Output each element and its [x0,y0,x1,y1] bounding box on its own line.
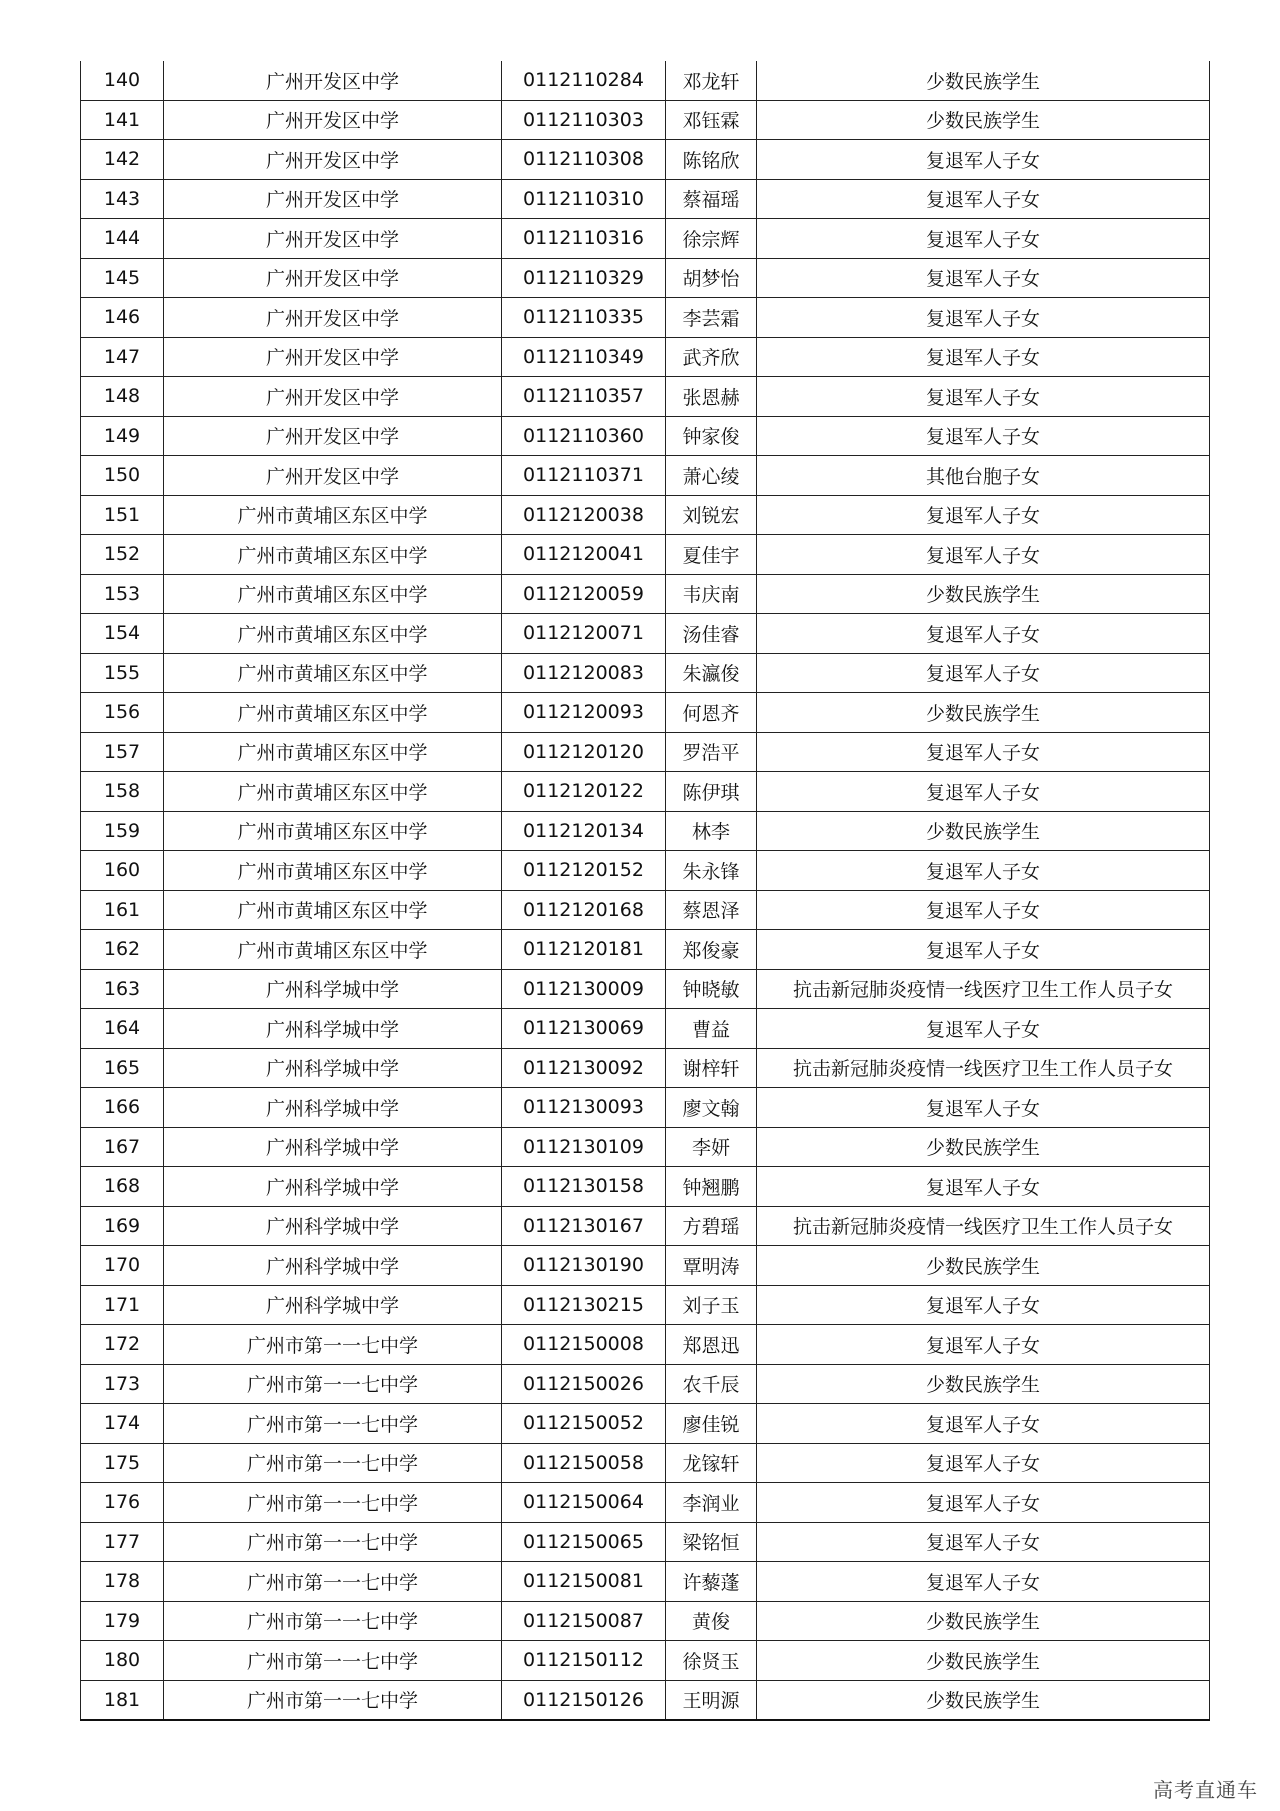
school-name-cell: 广州市黄埔区东区中学 [164,732,502,772]
category-cell: 复退军人子女 [757,1325,1210,1365]
category-cell: 复退军人子女 [757,337,1210,377]
school-name-cell: 广州开发区中学 [164,100,502,140]
student-id-cell: 0112110360 [502,416,666,456]
category-cell: 复退军人子女 [757,416,1210,456]
category-cell: 复退军人子女 [757,377,1210,417]
school-name-cell: 广州开发区中学 [164,219,502,259]
category-cell: 复退军人子女 [757,1285,1210,1325]
student-id-cell: 0112130009 [502,969,666,1009]
row-number-cell: 142 [81,140,164,180]
row-number-cell: 149 [81,416,164,456]
category-cell: 抗击新冠肺炎疫情一线医疗卫生工作人员子女 [757,969,1210,1009]
student-id-cell: 0112150112 [502,1641,666,1681]
student-id-cell: 0112110357 [502,377,666,417]
school-name-cell: 广州科学城中学 [164,1127,502,1167]
table-row [81,1285,1210,1325]
row-number-cell: 150 [81,456,164,496]
student-id-cell: 0112110303 [502,100,666,140]
category-cell: 少数民族学生 [757,1641,1210,1681]
category-cell: 抗击新冠肺炎疫情一线医疗卫生工作人员子女 [757,1206,1210,1246]
row-number-cell: 154 [81,614,164,654]
category-cell: 少数民族学生 [757,574,1210,614]
student-id-cell: 0112120083 [502,653,666,693]
category-cell: 复退军人子女 [757,614,1210,654]
category-cell: 少数民族学生 [757,1364,1210,1404]
row-number-cell: 151 [81,495,164,535]
school-name-cell: 广州市黄埔区东区中学 [164,614,502,654]
table-row [81,416,1210,456]
school-name-cell: 广州市黄埔区东区中学 [164,772,502,812]
student-name-cell: 谢梓轩 [666,1048,757,1088]
student-name-cell: 廖佳锐 [666,1404,757,1444]
row-number-cell: 164 [81,1009,164,1049]
table-row [81,140,1210,180]
student-name-cell: 蔡福瑶 [666,179,757,219]
table-row [81,1404,1210,1444]
row-number-cell: 174 [81,1404,164,1444]
table-row [81,1483,1210,1523]
row-number-cell: 181 [81,1680,164,1720]
student-name-cell: 曹益 [666,1009,757,1049]
school-name-cell: 广州开发区中学 [164,179,502,219]
student-name-cell: 许藜蓬 [666,1562,757,1602]
category-cell: 复退军人子女 [757,1522,1210,1562]
row-number-cell: 140 [81,61,164,100]
category-cell: 复退军人子女 [757,140,1210,180]
school-name-cell: 广州市黄埔区东区中学 [164,495,502,535]
row-number-cell: 178 [81,1562,164,1602]
category-cell: 抗击新冠肺炎疫情一线医疗卫生工作人员子女 [757,1048,1210,1088]
student-id-cell: 0112150087 [502,1601,666,1641]
table-row [81,614,1210,654]
student-name-cell: 邓钰霖 [666,100,757,140]
row-number-cell: 160 [81,851,164,891]
student-id-cell: 0112130069 [502,1009,666,1049]
student-name-cell: 郑恩迅 [666,1325,757,1365]
table-row [81,1641,1210,1681]
school-name-cell: 广州科学城中学 [164,1167,502,1207]
table-row [81,1601,1210,1641]
student-name-cell: 何恩齐 [666,693,757,733]
table-row [81,1443,1210,1483]
school-name-cell: 广州科学城中学 [164,1206,502,1246]
student-name-cell: 朱瀛俊 [666,653,757,693]
row-number-cell: 173 [81,1364,164,1404]
school-name-cell: 广州市黄埔区东区中学 [164,574,502,614]
table-row [81,1246,1210,1286]
student-id-cell: 0112130215 [502,1285,666,1325]
student-id-cell: 0112150058 [502,1443,666,1483]
student-id-cell: 0112130093 [502,1088,666,1128]
category-cell: 复退军人子女 [757,1443,1210,1483]
table-row [81,1325,1210,1365]
row-number-cell: 155 [81,653,164,693]
student-id-cell: 0112150126 [502,1680,666,1720]
row-number-cell: 177 [81,1522,164,1562]
school-name-cell: 广州开发区中学 [164,61,502,100]
table-row [81,1206,1210,1246]
table-row [81,890,1210,930]
student-id-cell: 0112120038 [502,495,666,535]
student-name-cell: 刘锐宏 [666,495,757,535]
school-name-cell: 广州科学城中学 [164,1088,502,1128]
student-id-cell: 0112150064 [502,1483,666,1523]
student-id-cell: 0112120041 [502,535,666,575]
school-name-cell: 广州市第一一七中学 [164,1364,502,1404]
row-number-cell: 171 [81,1285,164,1325]
table-row [81,811,1210,851]
table-row [81,456,1210,496]
student-id-cell: 0112150052 [502,1404,666,1444]
row-number-cell: 163 [81,969,164,1009]
student-name-cell: 农千辰 [666,1364,757,1404]
category-cell: 复退军人子女 [757,495,1210,535]
table-row [81,851,1210,891]
school-name-cell: 广州市第一一七中学 [164,1483,502,1523]
student-id-cell: 0112150065 [502,1522,666,1562]
student-id-cell: 0112150026 [502,1364,666,1404]
category-cell: 复退军人子女 [757,890,1210,930]
table-row [81,535,1210,575]
row-number-cell: 169 [81,1206,164,1246]
school-name-cell: 广州市第一一七中学 [164,1443,502,1483]
student-id-cell: 0112110349 [502,337,666,377]
student-id-cell: 0112120059 [502,574,666,614]
student-id-cell: 0112150081 [502,1562,666,1602]
row-number-cell: 159 [81,811,164,851]
table-row [81,61,1210,100]
student-id-cell: 0112130190 [502,1246,666,1286]
school-name-cell: 广州市黄埔区东区中学 [164,811,502,851]
category-cell: 复退军人子女 [757,298,1210,338]
category-cell: 少数民族学生 [757,1127,1210,1167]
student-id-cell: 0112130109 [502,1127,666,1167]
table-row [81,732,1210,772]
row-number-cell: 179 [81,1601,164,1641]
row-number-cell: 172 [81,1325,164,1365]
student-name-cell: 钟家俊 [666,416,757,456]
row-number-cell: 166 [81,1088,164,1128]
row-number-cell: 167 [81,1127,164,1167]
student-name-cell: 李妍 [666,1127,757,1167]
category-cell: 复退军人子女 [757,219,1210,259]
student-id-cell: 0112110284 [502,61,666,100]
student-id-cell: 0112120071 [502,614,666,654]
table-row [81,1167,1210,1207]
category-cell: 复退军人子女 [757,179,1210,219]
student-name-cell: 陈伊琪 [666,772,757,812]
row-number-cell: 146 [81,298,164,338]
student-name-cell: 朱永锋 [666,851,757,891]
table-row [81,377,1210,417]
school-name-cell: 广州科学城中学 [164,1009,502,1049]
school-name-cell: 广州市黄埔区东区中学 [164,693,502,733]
category-cell: 复退军人子女 [757,258,1210,298]
category-cell: 复退军人子女 [757,1483,1210,1523]
student-name-cell: 廖文翰 [666,1088,757,1128]
school-name-cell: 广州市第一一七中学 [164,1325,502,1365]
school-name-cell: 广州市黄埔区东区中学 [164,535,502,575]
school-name-cell: 广州市黄埔区东区中学 [164,930,502,970]
row-number-cell: 176 [81,1483,164,1523]
student-id-cell: 0112110308 [502,140,666,180]
table-row [81,1522,1210,1562]
school-name-cell: 广州市黄埔区东区中学 [164,890,502,930]
student-id-cell: 0112110335 [502,298,666,338]
category-cell: 少数民族学生 [757,811,1210,851]
school-name-cell: 广州开发区中学 [164,140,502,180]
category-cell: 少数民族学生 [757,1680,1210,1720]
row-number-cell: 157 [81,732,164,772]
student-id-cell: 0112120168 [502,890,666,930]
student-id-cell: 0112130167 [502,1206,666,1246]
category-cell: 少数民族学生 [757,693,1210,733]
student-name-cell: 钟晓敏 [666,969,757,1009]
table-row [81,298,1210,338]
table-row [81,574,1210,614]
category-cell: 复退军人子女 [757,1562,1210,1602]
school-name-cell: 广州开发区中学 [164,416,502,456]
row-number-cell: 147 [81,337,164,377]
category-cell: 少数民族学生 [757,1601,1210,1641]
category-cell: 少数民族学生 [757,100,1210,140]
school-name-cell: 广州科学城中学 [164,1285,502,1325]
category-cell: 少数民族学生 [757,61,1210,100]
row-number-cell: 153 [81,574,164,614]
school-name-cell: 广州科学城中学 [164,969,502,1009]
table-row [81,772,1210,812]
student-name-cell: 蔡恩泽 [666,890,757,930]
student-id-cell: 0112120181 [502,930,666,970]
school-name-cell: 广州市黄埔区东区中学 [164,653,502,693]
row-number-cell: 145 [81,258,164,298]
student-name-cell: 韦庆南 [666,574,757,614]
table-row [81,693,1210,733]
student-id-cell: 0112110316 [502,219,666,259]
school-name-cell: 广州科学城中学 [164,1048,502,1088]
school-name-cell: 广州开发区中学 [164,298,502,338]
student-name-cell: 郑俊豪 [666,930,757,970]
table-row [81,1562,1210,1602]
table-row [81,1088,1210,1128]
student-id-cell: 0112120093 [502,693,666,733]
school-name-cell: 广州市第一一七中学 [164,1522,502,1562]
table-row [81,100,1210,140]
school-name-cell: 广州市第一一七中学 [164,1601,502,1641]
table-row [81,337,1210,377]
row-number-cell: 156 [81,693,164,733]
category-cell: 复退军人子女 [757,1167,1210,1207]
student-name-cell: 罗浩平 [666,732,757,772]
student-name-cell: 钟翘鹏 [666,1167,757,1207]
table-row [81,1048,1210,1088]
watermark: 高考直通车 [1153,1778,1258,1802]
table-row [81,969,1210,1009]
student-id-cell: 0112120134 [502,811,666,851]
student-name-cell: 胡梦怡 [666,258,757,298]
student-id-cell: 0112110371 [502,456,666,496]
student-id-cell: 0112130092 [502,1048,666,1088]
school-name-cell: 广州市第一一七中学 [164,1404,502,1444]
school-name-cell: 广州市第一一七中学 [164,1562,502,1602]
student-name-cell: 林李 [666,811,757,851]
student-name-cell: 黄俊 [666,1601,757,1641]
student-id-cell: 0112150008 [502,1325,666,1365]
category-cell: 复退军人子女 [757,930,1210,970]
student-name-cell: 张恩赫 [666,377,757,417]
student-name-cell: 覃明涛 [666,1246,757,1286]
row-number-cell: 180 [81,1641,164,1681]
student-name-cell: 徐贤玉 [666,1641,757,1681]
table-row [81,179,1210,219]
table-row [81,258,1210,298]
student-name-cell: 方碧瑶 [666,1206,757,1246]
row-number-cell: 168 [81,1167,164,1207]
student-id-cell: 0112120120 [502,732,666,772]
category-cell: 复退军人子女 [757,732,1210,772]
table-row [81,1009,1210,1049]
category-cell: 复退军人子女 [757,772,1210,812]
category-cell: 复退军人子女 [757,653,1210,693]
row-number-cell: 165 [81,1048,164,1088]
student-name-cell: 陈铭欣 [666,140,757,180]
category-cell: 复退军人子女 [757,1009,1210,1049]
student-name-cell: 邓龙轩 [666,61,757,100]
category-cell: 复退军人子女 [757,535,1210,575]
row-number-cell: 143 [81,179,164,219]
category-cell: 复退军人子女 [757,1404,1210,1444]
table-row [81,653,1210,693]
row-number-cell: 170 [81,1246,164,1286]
student-id-cell: 0112120122 [502,772,666,812]
student-name-cell: 王明源 [666,1680,757,1720]
student-name-cell: 龙镓轩 [666,1443,757,1483]
school-name-cell: 广州市黄埔区东区中学 [164,851,502,891]
student-name-cell: 汤佳睿 [666,614,757,654]
school-name-cell: 广州科学城中学 [164,1246,502,1286]
student-name-cell: 夏佳宇 [666,535,757,575]
row-number-cell: 148 [81,377,164,417]
row-number-cell: 162 [81,930,164,970]
table-row [81,495,1210,535]
student-name-cell: 李芸霜 [666,298,757,338]
student-id-cell: 0112130158 [502,1167,666,1207]
category-cell: 复退军人子女 [757,851,1210,891]
table-row [81,1680,1210,1720]
row-number-cell: 175 [81,1443,164,1483]
student-list-table [80,61,1210,1721]
student-name-cell: 李润业 [666,1483,757,1523]
row-number-cell: 144 [81,219,164,259]
school-name-cell: 广州开发区中学 [164,377,502,417]
row-number-cell: 158 [81,772,164,812]
table-row [81,219,1210,259]
student-name-cell: 刘子玉 [666,1285,757,1325]
table-body [81,61,1210,1720]
student-id-cell: 0112120152 [502,851,666,891]
row-number-cell: 152 [81,535,164,575]
school-name-cell: 广州开发区中学 [164,456,502,496]
student-name-cell: 徐宗辉 [666,219,757,259]
student-id-cell: 0112110310 [502,179,666,219]
table-row [81,930,1210,970]
school-name-cell: 广州开发区中学 [164,337,502,377]
student-id-cell: 0112110329 [502,258,666,298]
category-cell: 其他台胞子女 [757,456,1210,496]
category-cell: 复退军人子女 [757,1088,1210,1128]
school-name-cell: 广州市第一一七中学 [164,1641,502,1681]
student-name-cell: 梁铭恒 [666,1522,757,1562]
row-number-cell: 161 [81,890,164,930]
row-number-cell: 141 [81,100,164,140]
category-cell: 少数民族学生 [757,1246,1210,1286]
school-name-cell: 广州市第一一七中学 [164,1680,502,1720]
school-name-cell: 广州开发区中学 [164,258,502,298]
student-name-cell: 萧心绫 [666,456,757,496]
table-row [81,1127,1210,1167]
table-row [81,1364,1210,1404]
student-name-cell: 武齐欣 [666,337,757,377]
